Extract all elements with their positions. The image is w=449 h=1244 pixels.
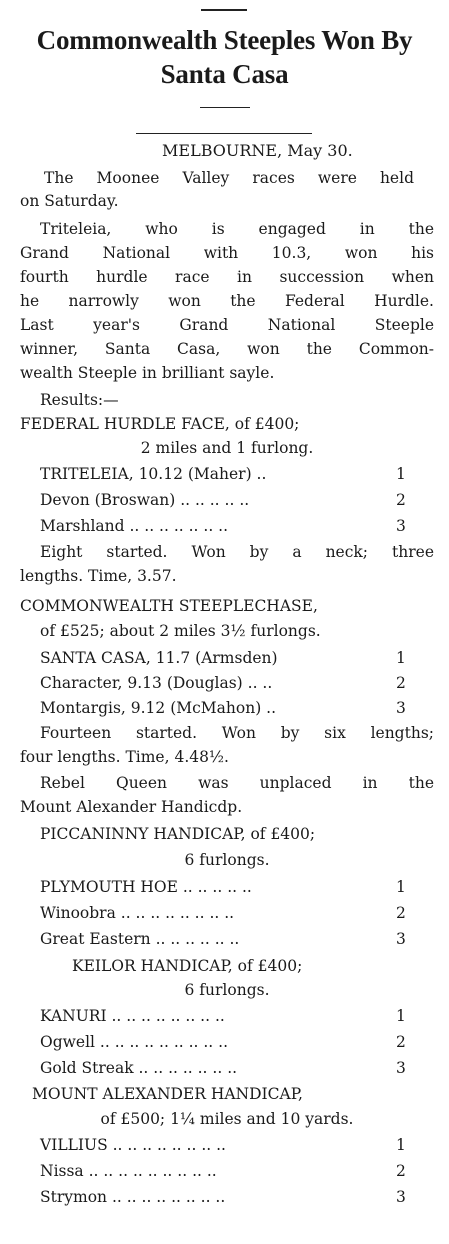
horse-entry: TRITELEIA, 10.12 (Maher) .. xyxy=(40,465,267,483)
horse-entry: Winoobra .. .. .. .. .. .. .. .. xyxy=(40,904,235,922)
placing-number: 3 xyxy=(396,699,406,717)
horse-entry: KANURI .. .. .. .. .. .. .. .. xyxy=(40,1007,225,1025)
race-1-note-1: Eight started. Won by a neck; three xyxy=(40,543,434,561)
horse-entry: Marshland .. .. .. .. .. .. .. xyxy=(40,517,229,535)
placing-number: 3 xyxy=(396,517,406,535)
race-2-note-1: Fourteen started. Won by six lengths; xyxy=(40,724,434,742)
paragraph-1-line-1: The Moonee Valley races were held xyxy=(44,169,414,187)
paragraph-1-line-2: on Saturday. xyxy=(20,192,119,210)
race-2-note-4: Mount Alexander Handicdp. xyxy=(20,798,243,816)
placing-number: 2 xyxy=(396,904,406,922)
horse-entry: Nissa .. .. .. .. .. .. .. .. .. xyxy=(40,1162,217,1180)
headline-line-1: Commonwealth Steeples Won By xyxy=(36,25,413,55)
race-2-title: COMMONWEALTH STEEPLECHASE, xyxy=(20,597,318,615)
horse-entry: Devon (Broswan) .. .. .. .. .. xyxy=(40,491,250,509)
headline-line-2: Santa Casa xyxy=(160,59,289,89)
placing-number: 2 xyxy=(396,674,406,692)
race-3-placing-3 xyxy=(40,929,412,949)
race-4-subtitle: 6 furlongs. xyxy=(184,981,270,999)
paragraph-2-line-3: fourth hurdle race in succession when xyxy=(20,268,434,286)
race-2-note-3: Rebel Queen was unplaced in the xyxy=(40,774,434,792)
horse-entry: Character, 9.13 (Douglas) .. .. xyxy=(40,674,273,692)
placing-number: 1 xyxy=(396,649,406,667)
race-2-note-2: four lengths. Time, 4.48½. xyxy=(20,748,229,766)
headline-rule xyxy=(200,107,250,108)
placing-number: 1 xyxy=(396,1136,406,1154)
race-5-placing-3 xyxy=(40,1187,412,1207)
race-3-placing-2 xyxy=(40,903,412,923)
race-4-title: KEILOR HANDICAP, of £400; xyxy=(72,957,303,975)
results-label: Results:— xyxy=(40,391,119,409)
race-5-placing-1 xyxy=(40,1135,412,1155)
horse-entry: Ogwell .. .. .. .. .. .. .. .. .. xyxy=(40,1033,229,1051)
race-1-placing-3 xyxy=(40,516,412,536)
placing-number: 2 xyxy=(396,1033,406,1051)
race-5-title: MOUNT ALEXANDER HANDICAP, xyxy=(32,1085,303,1103)
paragraph-2-line-1: Triteleia, who is engaged in the xyxy=(40,220,434,238)
race-3-subtitle: 6 furlongs. xyxy=(184,851,270,869)
placing-number: 3 xyxy=(396,1188,406,1206)
race-1-note-2: lengths. Time, 3.57. xyxy=(20,567,177,585)
horse-entry: Montargis, 9.12 (McMahon) .. xyxy=(40,699,277,717)
race-4-placing-2 xyxy=(40,1032,412,1052)
horse-entry: Strymon .. .. .. .. .. .. .. .. xyxy=(40,1188,226,1206)
placing-number: 1 xyxy=(396,465,406,483)
placing-number: 3 xyxy=(396,1059,406,1077)
paragraph-2-line-6: winner, Santa Casa, won the Common- xyxy=(20,340,434,358)
race-1-subtitle: 2 miles and 1 furlong. xyxy=(140,439,314,457)
race-5-subtitle: of £500; 1¼ miles and 10 yards. xyxy=(100,1110,354,1128)
horse-entry: SANTA CASA, 11.7 (Armsden) xyxy=(40,649,278,667)
race-1-title: FEDERAL HURDLE FACE, of £400; xyxy=(20,415,300,433)
paragraph-2-line-2: Grand National with 10.3, won his xyxy=(20,244,434,262)
placing-number: 2 xyxy=(396,1162,406,1180)
placing-number: 1 xyxy=(396,878,406,896)
horse-entry: VILLIUS .. .. .. .. .. .. .. .. xyxy=(40,1136,226,1154)
placing-number: 1 xyxy=(396,1007,406,1025)
dateline: MELBOURNE, May 30. xyxy=(162,141,353,160)
race-2-subtitle: of £525; about 2 miles 3½ furlongs. xyxy=(40,622,321,640)
race-4-placing-3 xyxy=(40,1058,412,1078)
paragraph-2-line-7: wealth Steeple in brilliant sayle. xyxy=(20,364,275,382)
horse-entry: Gold Streak .. .. .. .. .. .. .. xyxy=(40,1059,238,1077)
dateline-rule xyxy=(136,133,312,134)
race-1-placing-1 xyxy=(40,464,412,484)
race-3-title: PICCANINNY HANDICAP, of £400; xyxy=(40,825,316,843)
race-2-placing-1 xyxy=(40,648,412,668)
race-1-placing-2 xyxy=(40,490,412,510)
paragraph-2-line-4: he narrowly won the Federal Hurdle. xyxy=(20,292,434,310)
placing-number: 2 xyxy=(396,491,406,509)
race-5-placing-2 xyxy=(40,1161,412,1181)
race-2-placing-2 xyxy=(40,673,412,693)
race-4-placing-1 xyxy=(40,1006,412,1026)
race-3-placing-1 xyxy=(40,877,412,897)
paragraph-2-line-5: Last year's Grand National Steeple xyxy=(20,316,434,334)
race-2-placing-3 xyxy=(40,698,412,718)
horse-entry: Great Eastern .. .. .. .. .. .. xyxy=(40,930,240,948)
horse-entry: PLYMOUTH HOE .. .. .. .. .. xyxy=(40,878,252,896)
top-rule xyxy=(201,9,247,11)
placing-number: 3 xyxy=(396,930,406,948)
